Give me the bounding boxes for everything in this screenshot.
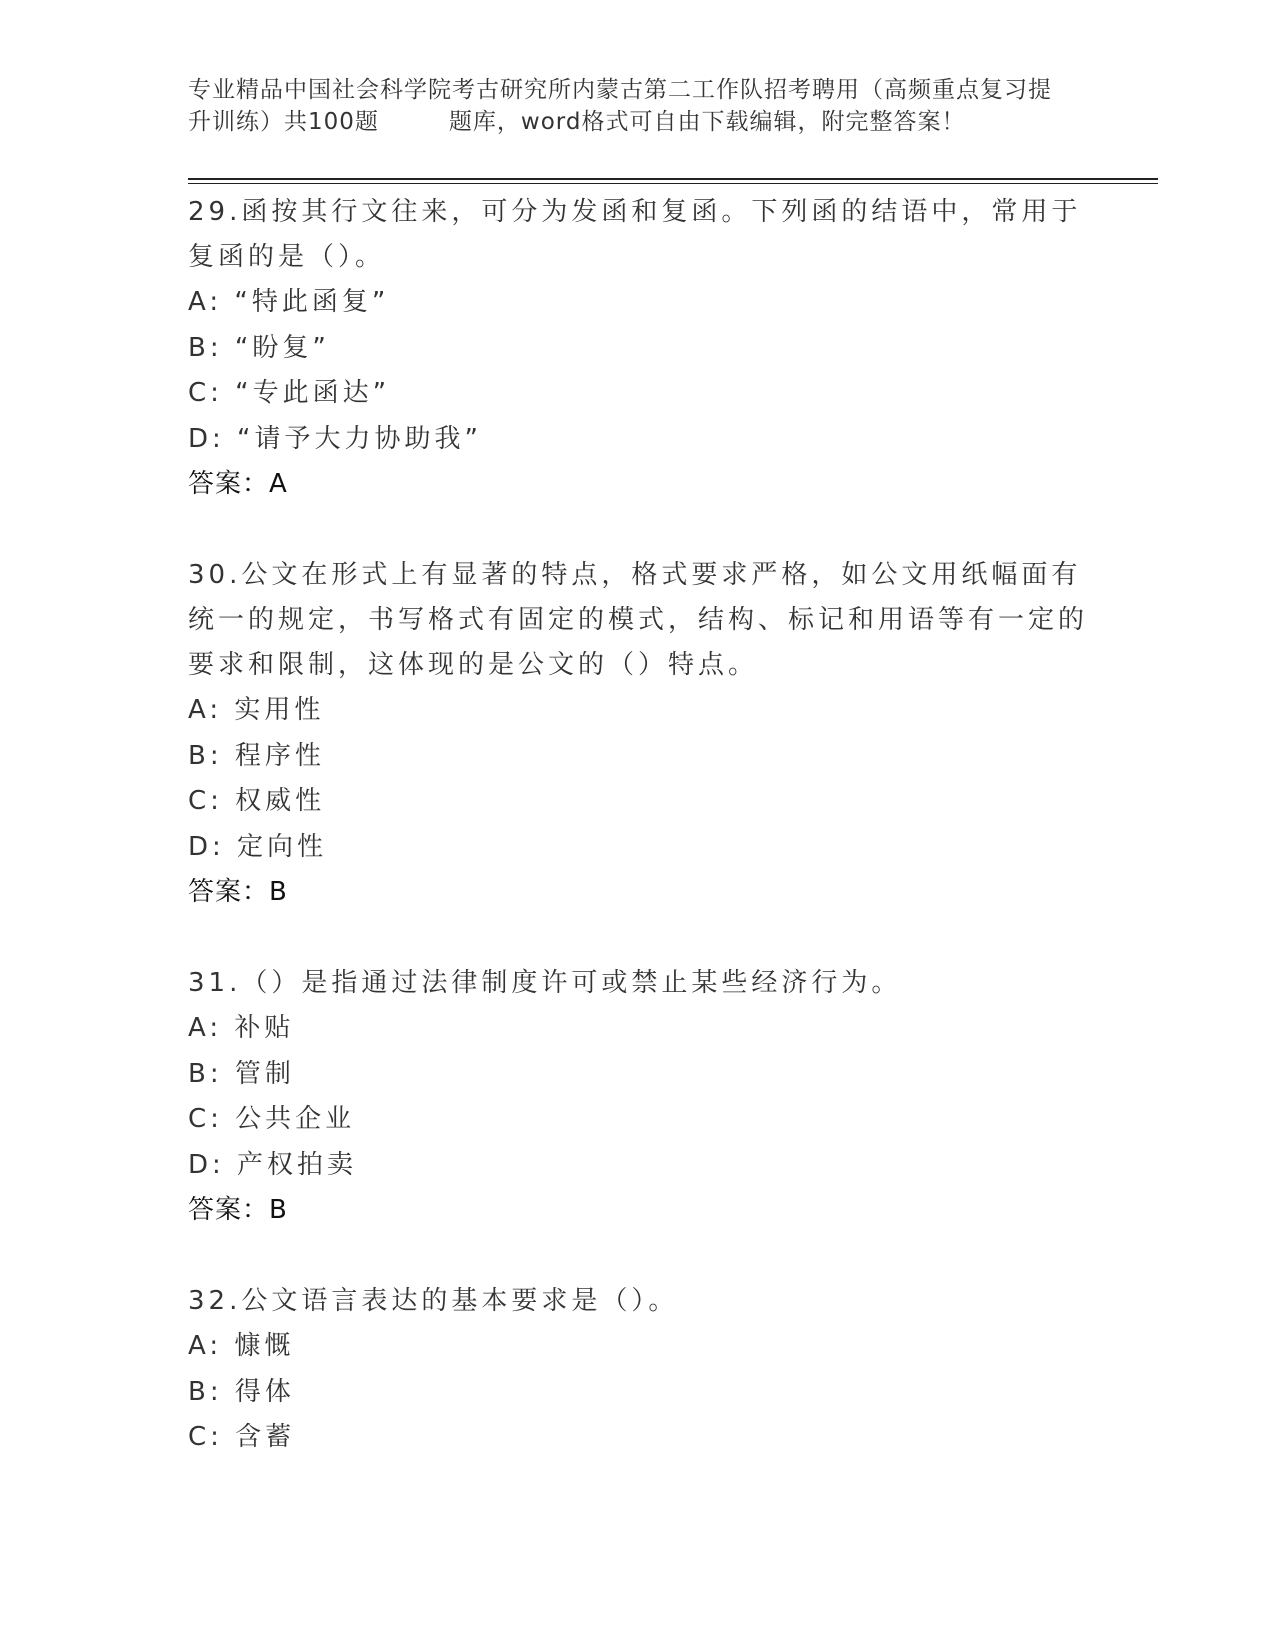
header-rule-thick (188, 178, 1158, 180)
option-b: B: “盼复” (188, 332, 330, 363)
option-d: D: 产权拍卖 (188, 1149, 358, 1180)
option-d: D: 定向性 (188, 831, 328, 862)
answer-text: 答案：A (188, 469, 288, 499)
answer-text: 答案：B (188, 1195, 288, 1225)
answer-text: 答案：B (188, 877, 288, 907)
header-rule-thin (188, 183, 1158, 184)
question-text: 31.（）是指通过法律制度许可或禁止某些经济行为。 (188, 968, 902, 998)
header-line-2-part-1: 升训练）共100题 (188, 109, 379, 135)
question-text: 32.公文语言表达的基本要求是（）。 (188, 1286, 679, 1316)
option-b: B: 得体 (188, 1376, 295, 1407)
question-30 (188, 553, 1088, 915)
header-line-2-part-2: 题库，word格式可自由下载编辑，附完整答案！ (448, 109, 966, 135)
option-c: C: 权威性 (188, 786, 326, 816)
option-a: A: “特此函复” (188, 287, 390, 317)
option-d: D: “请予大力协助我” (188, 423, 482, 454)
question-text: 29.函按其行文往来，可分为发函和复函。下列函的结语中，常用于复函的是（）。 (188, 197, 1082, 272)
option-a: A: 实用性 (188, 695, 325, 725)
question-list (188, 190, 1088, 1507)
option-b: B: 管制 (188, 1058, 295, 1089)
option-c: C: 公共企业 (188, 1104, 356, 1134)
header-line-1: 专业精品中国社会科学院考古研究所内蒙古第二工作队招考聘用（高频重点复习提 (188, 77, 1052, 103)
document-header (188, 74, 1088, 138)
option-a: A: 慷慨 (188, 1331, 295, 1361)
question-29 (188, 190, 1088, 507)
option-b: B: 程序性 (188, 740, 325, 771)
header-line-2 (188, 106, 1088, 138)
question-31 (188, 961, 1088, 1233)
option-c: C: “专此函达” (188, 378, 391, 408)
option-a: A: 补贴 (188, 1013, 295, 1043)
option-c: C: 含蓄 (188, 1422, 296, 1452)
question-text: 30.公文在形式上有显著的特点，格式要求严格，如公文用纸幅面有统一的规定，书写格式有固定的模式，结构、标记和用语等有一定的要求和限制，这体现的是公文的（）特点。 (188, 560, 1089, 680)
question-32 (188, 1279, 1088, 1461)
